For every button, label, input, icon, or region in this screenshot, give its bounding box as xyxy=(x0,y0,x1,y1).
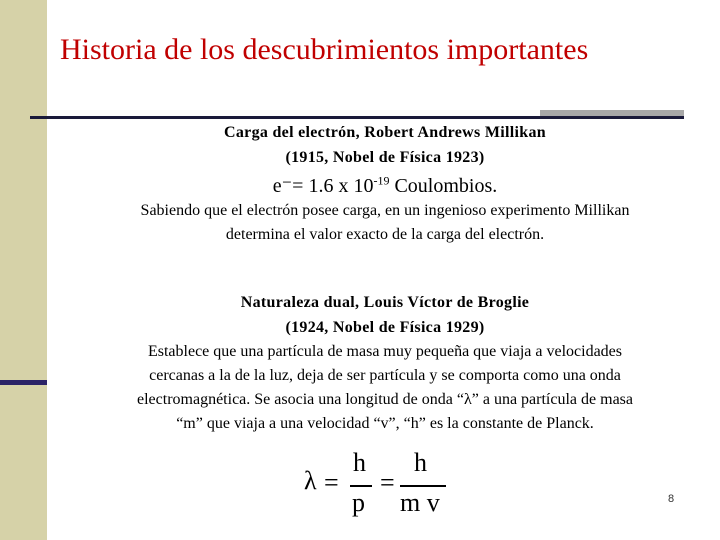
broglie-text-line3: electromagnética. Se asocia una longitud de onda “λ” a una partícula de masa xyxy=(137,391,633,408)
equation-denominator-2: m v xyxy=(400,488,440,517)
equation-equals-2: = xyxy=(380,468,395,497)
broglie-heading-line2: (1924, Nobel de Física 1929) xyxy=(285,319,485,336)
broglie-text-line1: Establece que una partícula de masa muy pequeña que viaja a velocidades xyxy=(147,343,622,360)
equation-equals-1: = xyxy=(324,468,339,497)
formula-prefix: e⁻= 1.6 x 10 xyxy=(272,175,374,197)
equation-denominator-1: p xyxy=(352,488,365,517)
formula-exponent: -19 xyxy=(373,173,390,188)
broglie-text-line4: “m” que viaja a una velocidad “v”, “h” es la constante de Planck. xyxy=(176,415,594,432)
millikan-text-line1: Sabiendo que el electrón posee carga, en un ingenioso experimento Millikan xyxy=(140,202,630,219)
equation-numerator-2: h xyxy=(414,448,427,477)
electron-charge-formula xyxy=(60,173,710,198)
left-band-marker xyxy=(0,380,47,385)
broglie-text-line2: cercanas a la de la luz, deja de ser partícula y se comporta como una onda xyxy=(149,367,621,384)
millikan-text-line2: determina el valor exacto de la carga del electrón. xyxy=(225,226,545,243)
equation-numerator-1: h xyxy=(353,448,366,477)
broglie-heading-line1: Naturaleza dual, Louis Víctor de Broglie xyxy=(240,294,530,311)
formula-suffix: Coulombios. xyxy=(389,175,498,197)
slide-title: Historia de los descubrimientos importantes xyxy=(60,33,589,66)
de-broglie-equation xyxy=(300,448,460,524)
equation-lambda: λ xyxy=(304,466,317,495)
fraction-bar-2 xyxy=(400,485,446,487)
page-number: 8 xyxy=(668,493,675,505)
title-rule xyxy=(30,116,684,119)
left-accent-band xyxy=(0,0,47,540)
millikan-heading-line1: Carga del electrón, Robert Andrews Millikan xyxy=(224,124,546,141)
fraction-bar-1 xyxy=(350,485,372,487)
millikan-heading-line2: (1915, Nobel de Física 1923) xyxy=(285,149,485,166)
